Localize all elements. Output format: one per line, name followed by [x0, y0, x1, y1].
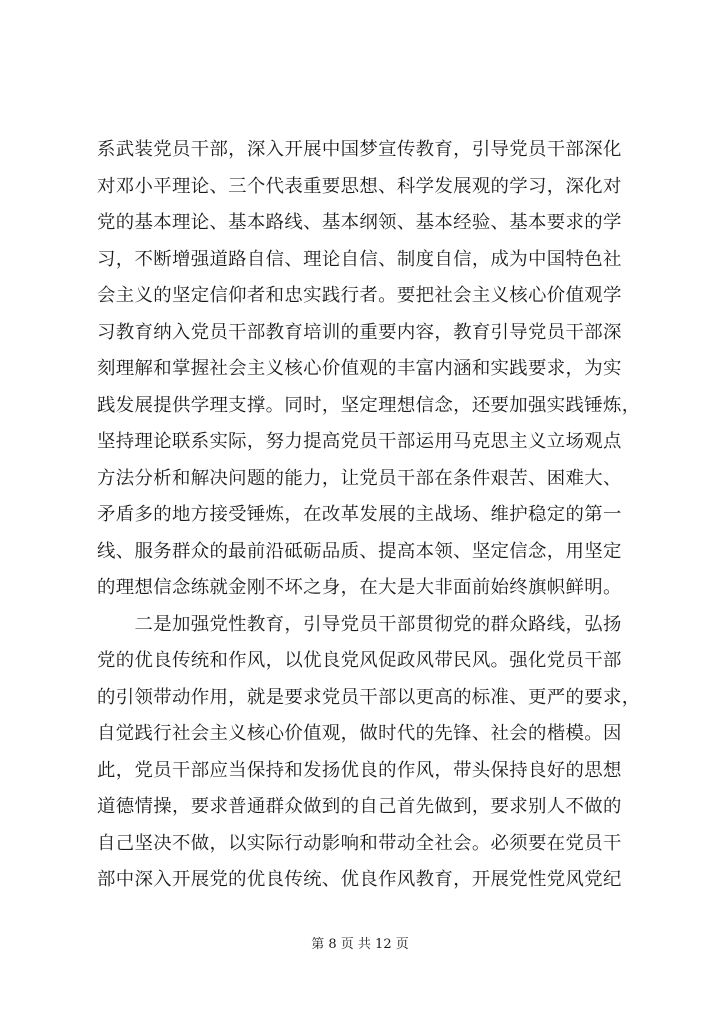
text-line: 习教育纳入党员干部教育培训的重要内容，教育引导党员干部深 [97, 321, 622, 343]
text-line: 对邓小平理论、三个代表重要思想、科学发展观的学习，深化对 [97, 175, 622, 197]
text-line: 自己坚决不做，以实际行动影响和带动全社会。必须要在党员干 [97, 832, 622, 854]
page-number-footer: 第 8 页 共 12 页 [311, 937, 409, 952]
body-text [97, 132, 657, 899]
text-line: 方法分析和解决问题的能力，让党员干部在条件艰苦、困难大、 [97, 467, 622, 489]
text-line: 践发展提供学理支撑。同时，坚定理想信念，还要加强实践锤炼， [97, 394, 641, 416]
text-line: 刻理解和掌握社会主义核心价值观的丰富内涵和实践要求，为实 [97, 358, 622, 379]
text-line: 自觉践行社会主义核心价值观，做时代的先锋、社会的楷模。因 [97, 723, 622, 744]
text-line: 系武装党员干部，深入开展中国梦宣传教育，引导党员干部深化 [97, 139, 622, 160]
text-line: 道德情操，要求普通群众做到的自己首先做到，要求别人不做的 [97, 796, 622, 817]
text-line: 党的优良传统和作风，以优良党风促政风带民风。强化党员干部 [97, 650, 622, 671]
text-line: 习，不断增强道路自信、理论自信、制度自信，成为中国特色社 [97, 248, 622, 270]
text-line: 的引领带动作用，就是要求党员干部以更高的标准、更严的要求， [97, 686, 641, 708]
text-line: 会主义的坚定信仰者和忠实践行者。要把社会主义核心价值观学 [97, 285, 622, 306]
text-line: 坚持理论联系实际，努力提高党员干部运用马克思主义立场观点 [97, 431, 622, 452]
text-line: 的理想信念练就金刚不坏之身，在大是大非面前始终旗帜鲜明。 [97, 577, 622, 598]
text-line: 党的基本理论、基本路线、基本纲领、基本经验、基本要求的学 [97, 212, 622, 233]
text-line: 部中深入开展党的优良传统、优良作风教育，开展党性党风党纪 [97, 869, 622, 890]
text-line: 此，党员干部应当保持和发扬优良的作风，带头保持良好的思想 [97, 759, 622, 781]
text-line: 线、服务群众的最前沿砥砺品质、提高本领、坚定信念，用坚定 [97, 540, 622, 562]
text-line: 矛盾多的地方接受锤炼，在改革发展的主战场、维护稳定的第一 [97, 504, 622, 525]
paragraph-start-line: 二是加强党性教育，引导党员干部贯彻党的群众路线，弘扬 [97, 613, 622, 635]
